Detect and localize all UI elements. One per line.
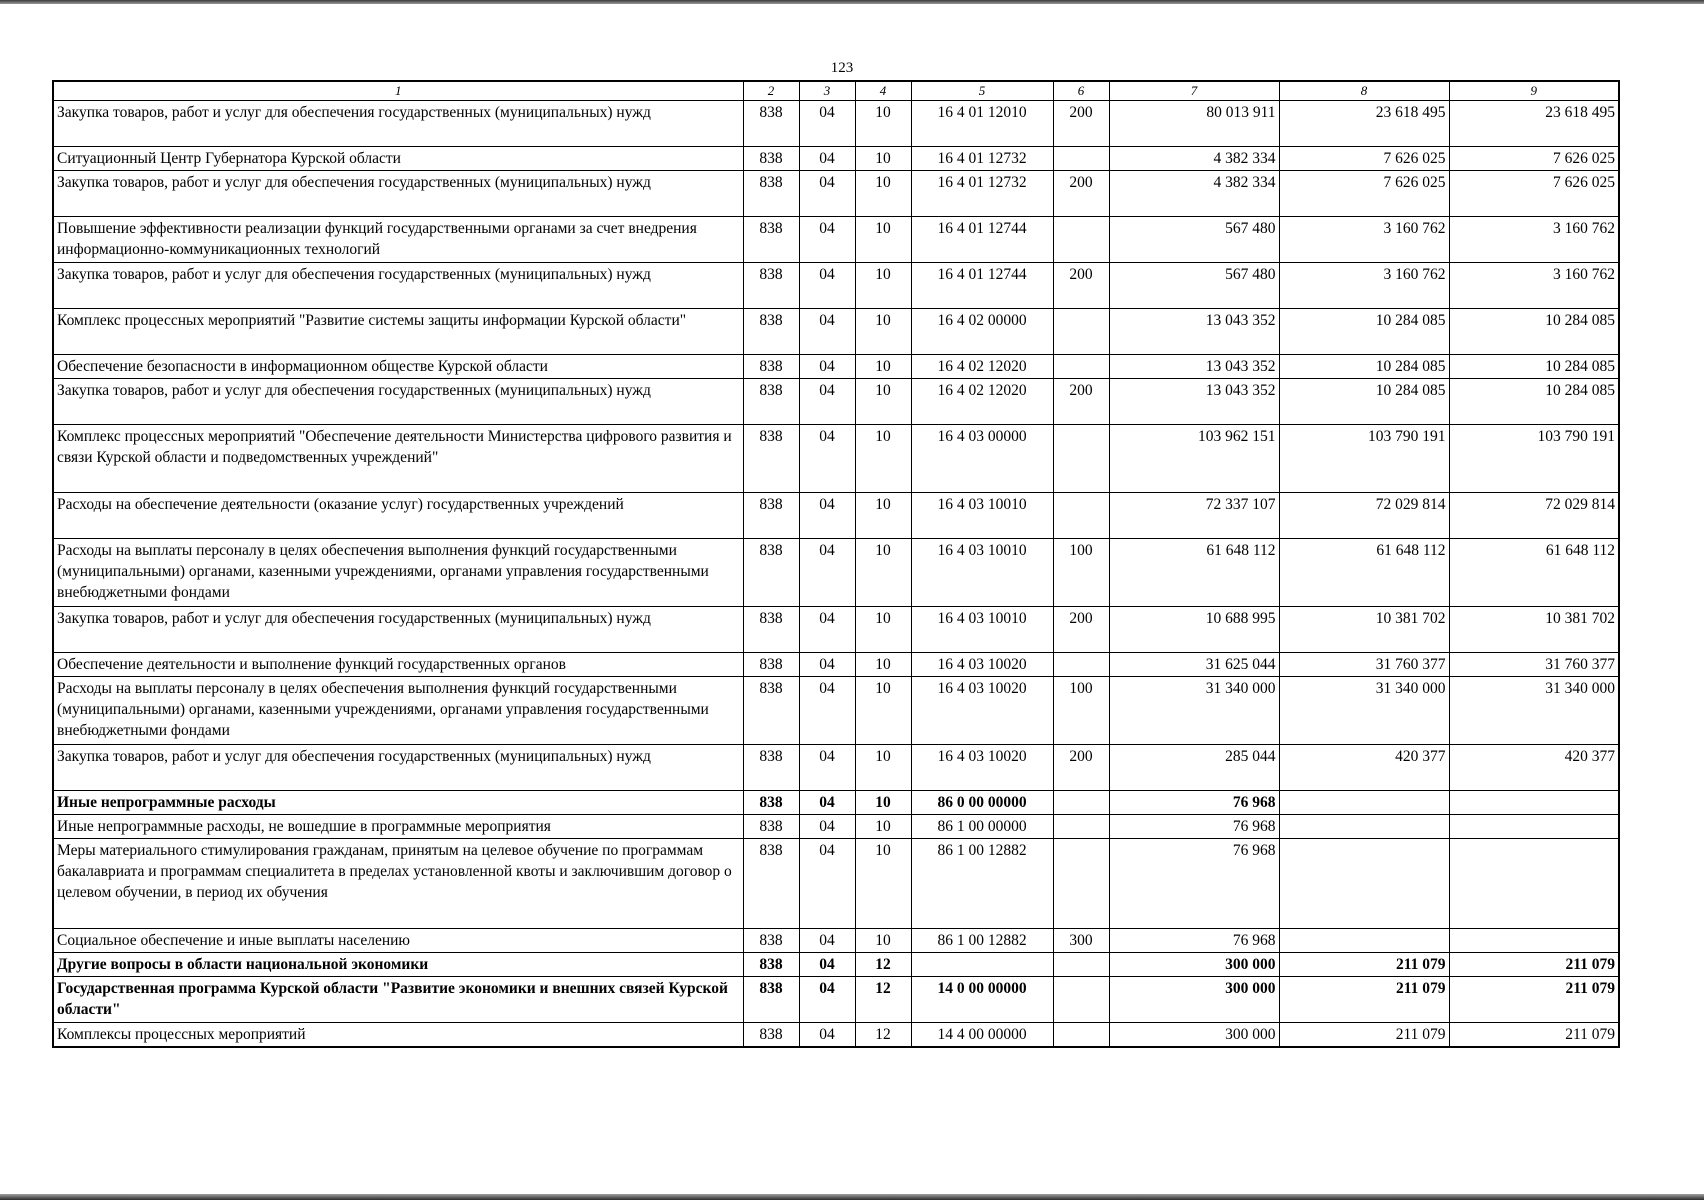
cell-expense-type (1053, 309, 1109, 355)
cell-amount-col7: 31 625 044 (1109, 653, 1279, 677)
column-header: 7 (1109, 81, 1279, 101)
cell-section-code: 04 (799, 815, 855, 839)
cell-amount-col9: 211 079 (1449, 953, 1619, 977)
cell-section-code: 04 (799, 425, 855, 493)
cell-amount-col7: 76 968 (1109, 791, 1279, 815)
cell-amount-col7: 76 968 (1109, 839, 1279, 929)
row-description: Закупка товаров, работ и услуг для обеспечения государственных (муниципальных) нужд (53, 263, 743, 309)
cell-amount-col9 (1449, 791, 1619, 815)
cell-subsection-code: 10 (855, 677, 911, 745)
scan-border-bottom (0, 1194, 1704, 1200)
cell-amount-col7: 76 968 (1109, 929, 1279, 953)
table-body (53, 81, 1619, 1047)
cell-subsection-code: 10 (855, 493, 911, 539)
cell-section-code: 04 (799, 929, 855, 953)
row-description: Обеспечение безопасности в информационном обществе Курской области (53, 355, 743, 379)
cell-target-article: 16 4 03 10020 (911, 745, 1053, 791)
cell-ministry-code: 838 (743, 953, 799, 977)
cell-amount-col8: 10 284 085 (1279, 379, 1449, 425)
cell-expense-type (1053, 953, 1109, 977)
table-row (53, 379, 1619, 425)
cell-subsection-code: 12 (855, 1023, 911, 1048)
cell-amount-col7: 80 013 911 (1109, 101, 1279, 147)
cell-subsection-code: 10 (855, 539, 911, 607)
cell-expense-type (1053, 791, 1109, 815)
page-number: 123 (830, 60, 854, 76)
row-description: Иные непрограммные расходы (53, 791, 743, 815)
column-header: 2 (743, 81, 799, 101)
cell-section-code: 04 (799, 977, 855, 1023)
cell-amount-col8: 7 626 025 (1279, 171, 1449, 217)
cell-amount-col7: 13 043 352 (1109, 309, 1279, 355)
cell-subsection-code: 10 (855, 263, 911, 309)
cell-expense-type (1053, 355, 1109, 379)
cell-amount-col8: 211 079 (1279, 1023, 1449, 1048)
cell-ministry-code: 838 (743, 653, 799, 677)
cell-target-article: 14 4 00 00000 (911, 1023, 1053, 1048)
table-row (53, 1023, 1619, 1048)
cell-ministry-code: 838 (743, 171, 799, 217)
cell-ministry-code: 838 (743, 977, 799, 1023)
row-description: Закупка товаров, работ и услуг для обеспечения государственных (муниципальных) нужд (53, 101, 743, 147)
cell-amount-col7: 72 337 107 (1109, 493, 1279, 539)
cell-section-code: 04 (799, 355, 855, 379)
row-description: Комплекс процессных мероприятий "Развитие системы защиты информации Курской области" (53, 309, 743, 355)
row-description: Закупка товаров, работ и услуг для обеспечения государственных (муниципальных) нужд (53, 171, 743, 217)
cell-amount-col8: 10 381 702 (1279, 607, 1449, 653)
cell-amount-col9: 31 340 000 (1449, 677, 1619, 745)
cell-amount-col9 (1449, 929, 1619, 953)
row-description: Закупка товаров, работ и услуг для обеспечения государственных (муниципальных) нужд (53, 379, 743, 425)
table-row (53, 953, 1619, 977)
cell-expense-type: 200 (1053, 607, 1109, 653)
cell-target-article: 14 0 00 00000 (911, 977, 1053, 1023)
cell-amount-col9: 211 079 (1449, 1023, 1619, 1048)
cell-amount-col8 (1279, 791, 1449, 815)
table-row (53, 309, 1619, 355)
cell-ministry-code: 838 (743, 217, 799, 263)
cell-expense-type: 100 (1053, 677, 1109, 745)
cell-amount-col8: 211 079 (1279, 953, 1449, 977)
cell-ministry-code: 838 (743, 607, 799, 653)
table-row (53, 263, 1619, 309)
cell-amount-col9: 3 160 762 (1449, 263, 1619, 309)
cell-ministry-code: 838 (743, 309, 799, 355)
cell-subsection-code: 10 (855, 839, 911, 929)
cell-subsection-code: 10 (855, 217, 911, 263)
table-row (53, 929, 1619, 953)
cell-target-article: 16 4 02 12020 (911, 379, 1053, 425)
cell-amount-col8: 31 340 000 (1279, 677, 1449, 745)
cell-amount-col9: 10 284 085 (1449, 379, 1619, 425)
cell-expense-type: 200 (1053, 263, 1109, 309)
cell-ministry-code: 838 (743, 425, 799, 493)
cell-subsection-code: 10 (855, 745, 911, 791)
cell-amount-col8: 211 079 (1279, 977, 1449, 1023)
column-header: 1 (53, 81, 743, 101)
cell-ministry-code: 838 (743, 929, 799, 953)
row-description: Государственная программа Курской области "Развитие экономики и внешних связей Курской области" (53, 977, 743, 1023)
cell-ministry-code: 838 (743, 1023, 799, 1048)
cell-expense-type: 200 (1053, 379, 1109, 425)
column-header-row (53, 81, 1619, 101)
table-row (53, 539, 1619, 607)
table-row (53, 839, 1619, 929)
cell-section-code: 04 (799, 263, 855, 309)
cell-amount-col7: 31 340 000 (1109, 677, 1279, 745)
row-description: Повышение эффективности реализации функций государственными органами за счет внедрения информационно-коммуникационных технологий (53, 217, 743, 263)
cell-target-article (911, 953, 1053, 977)
cell-section-code: 04 (799, 539, 855, 607)
cell-expense-type: 200 (1053, 745, 1109, 791)
cell-target-article: 86 0 00 00000 (911, 791, 1053, 815)
cell-section-code: 04 (799, 101, 855, 147)
budget-table (52, 80, 1620, 1048)
cell-expense-type (1053, 815, 1109, 839)
cell-section-code: 04 (799, 147, 855, 171)
cell-amount-col9: 23 618 495 (1449, 101, 1619, 147)
cell-subsection-code: 10 (855, 147, 911, 171)
cell-target-article: 86 1 00 12882 (911, 929, 1053, 953)
table-row (53, 217, 1619, 263)
cell-amount-col8: 103 790 191 (1279, 425, 1449, 493)
cell-subsection-code: 10 (855, 309, 911, 355)
cell-expense-type: 200 (1053, 171, 1109, 217)
cell-expense-type (1053, 1023, 1109, 1048)
cell-amount-col9: 103 790 191 (1449, 425, 1619, 493)
row-description: Обеспечение деятельности и выполнение функций государственных органов (53, 653, 743, 677)
cell-amount-col8 (1279, 815, 1449, 839)
cell-subsection-code: 10 (855, 815, 911, 839)
cell-target-article: 16 4 03 10010 (911, 493, 1053, 539)
cell-section-code: 04 (799, 171, 855, 217)
cell-expense-type (1053, 425, 1109, 493)
cell-section-code: 04 (799, 677, 855, 745)
cell-expense-type (1053, 653, 1109, 677)
column-header: 6 (1053, 81, 1109, 101)
cell-amount-col8: 10 284 085 (1279, 309, 1449, 355)
table-row (53, 791, 1619, 815)
cell-amount-col7: 285 044 (1109, 745, 1279, 791)
cell-expense-type (1053, 147, 1109, 171)
cell-target-article: 16 4 01 12732 (911, 171, 1053, 217)
table-row (53, 425, 1619, 493)
cell-amount-col9: 31 760 377 (1449, 653, 1619, 677)
cell-section-code: 04 (799, 217, 855, 263)
cell-subsection-code: 10 (855, 425, 911, 493)
column-header: 4 (855, 81, 911, 101)
cell-ministry-code: 838 (743, 379, 799, 425)
cell-expense-type: 300 (1053, 929, 1109, 953)
cell-target-article: 16 4 02 00000 (911, 309, 1053, 355)
cell-amount-col9: 61 648 112 (1449, 539, 1619, 607)
cell-section-code: 04 (799, 493, 855, 539)
cell-ministry-code: 838 (743, 493, 799, 539)
cell-ministry-code: 838 (743, 677, 799, 745)
cell-amount-col7: 300 000 (1109, 1023, 1279, 1048)
cell-subsection-code: 10 (855, 171, 911, 217)
cell-ministry-code: 838 (743, 101, 799, 147)
cell-amount-col8: 7 626 025 (1279, 147, 1449, 171)
cell-subsection-code: 10 (855, 101, 911, 147)
row-description: Социальное обеспечение и иные выплаты населению (53, 929, 743, 953)
cell-amount-col9: 7 626 025 (1449, 171, 1619, 217)
cell-amount-col9: 211 079 (1449, 977, 1619, 1023)
table-row (53, 355, 1619, 379)
row-description: Комплекс процессных мероприятий "Обеспечение деятельности Министерства цифрового развития и связи Курской области и подведомственных учреждений" (53, 425, 743, 493)
cell-target-article: 16 4 03 00000 (911, 425, 1053, 493)
cell-target-article: 16 4 01 12010 (911, 101, 1053, 147)
cell-ministry-code: 838 (743, 539, 799, 607)
cell-ministry-code: 838 (743, 839, 799, 929)
cell-ministry-code: 838 (743, 147, 799, 171)
cell-amount-col7: 13 043 352 (1109, 379, 1279, 425)
table-row (53, 147, 1619, 171)
cell-amount-col7: 61 648 112 (1109, 539, 1279, 607)
cell-amount-col9: 10 381 702 (1449, 607, 1619, 653)
cell-amount-col8: 61 648 112 (1279, 539, 1449, 607)
cell-target-article: 16 4 03 10010 (911, 607, 1053, 653)
cell-amount-col8: 3 160 762 (1279, 217, 1449, 263)
cell-amount-col8 (1279, 929, 1449, 953)
table-row (53, 977, 1619, 1023)
cell-amount-col8 (1279, 839, 1449, 929)
cell-subsection-code: 10 (855, 791, 911, 815)
table-row (53, 171, 1619, 217)
cell-target-article: 16 4 01 12744 (911, 263, 1053, 309)
cell-ministry-code: 838 (743, 355, 799, 379)
cell-amount-col8: 72 029 814 (1279, 493, 1449, 539)
column-header: 5 (911, 81, 1053, 101)
cell-target-article: 16 4 01 12744 (911, 217, 1053, 263)
cell-section-code: 04 (799, 953, 855, 977)
cell-target-article: 16 4 03 10020 (911, 677, 1053, 745)
cell-ministry-code: 838 (743, 263, 799, 309)
table-row (53, 677, 1619, 745)
cell-expense-type (1053, 977, 1109, 1023)
cell-amount-col8: 31 760 377 (1279, 653, 1449, 677)
table-row (53, 607, 1619, 653)
cell-subsection-code: 10 (855, 653, 911, 677)
cell-subsection-code: 10 (855, 607, 911, 653)
cell-section-code: 04 (799, 379, 855, 425)
row-description: Другие вопросы в области национальной экономики (53, 953, 743, 977)
cell-amount-col9: 10 284 085 (1449, 309, 1619, 355)
row-description: Меры материального стимулирования гражданам, принятым на целевое обучение по программам бакалавриата и программам специалитета в пределах установленной квоты и заключившим договор о целевом обучении, в период их обучения (53, 839, 743, 929)
cell-expense-type (1053, 217, 1109, 263)
cell-amount-col8: 23 618 495 (1279, 101, 1449, 147)
cell-amount-col9: 10 284 085 (1449, 355, 1619, 379)
table-row (53, 745, 1619, 791)
cell-section-code: 04 (799, 607, 855, 653)
cell-expense-type: 200 (1053, 101, 1109, 147)
cell-amount-col9: 3 160 762 (1449, 217, 1619, 263)
column-header: 9 (1449, 81, 1619, 101)
cell-subsection-code: 10 (855, 929, 911, 953)
cell-amount-col8: 10 284 085 (1279, 355, 1449, 379)
cell-subsection-code: 10 (855, 355, 911, 379)
row-description: Ситуационный Центр Губернатора Курской области (53, 147, 743, 171)
cell-ministry-code: 838 (743, 815, 799, 839)
cell-section-code: 04 (799, 745, 855, 791)
column-header: 3 (799, 81, 855, 101)
cell-amount-col7: 103 962 151 (1109, 425, 1279, 493)
cell-amount-col9 (1449, 839, 1619, 929)
cell-section-code: 04 (799, 791, 855, 815)
cell-amount-col7: 4 382 334 (1109, 171, 1279, 217)
table-row (53, 653, 1619, 677)
cell-target-article: 16 4 03 10020 (911, 653, 1053, 677)
row-description: Закупка товаров, работ и услуг для обеспечения государственных (муниципальных) нужд (53, 745, 743, 791)
row-description: Комплексы процессных мероприятий (53, 1023, 743, 1048)
cell-subsection-code: 12 (855, 977, 911, 1023)
cell-amount-col7: 300 000 (1109, 953, 1279, 977)
cell-amount-col9 (1449, 815, 1619, 839)
row-description: Закупка товаров, работ и услуг для обеспечения государственных (муниципальных) нужд (53, 607, 743, 653)
cell-subsection-code: 10 (855, 379, 911, 425)
cell-amount-col7: 300 000 (1109, 977, 1279, 1023)
cell-amount-col8: 3 160 762 (1279, 263, 1449, 309)
cell-amount-col7: 10 688 995 (1109, 607, 1279, 653)
cell-ministry-code: 838 (743, 791, 799, 815)
cell-amount-col7: 567 480 (1109, 217, 1279, 263)
cell-amount-col9: 7 626 025 (1449, 147, 1619, 171)
column-header: 8 (1279, 81, 1449, 101)
cell-amount-col9: 420 377 (1449, 745, 1619, 791)
cell-subsection-code: 12 (855, 953, 911, 977)
cell-amount-col7: 76 968 (1109, 815, 1279, 839)
scan-border-top (0, 0, 1704, 4)
cell-target-article: 16 4 01 12732 (911, 147, 1053, 171)
table-row (53, 493, 1619, 539)
cell-amount-col9: 72 029 814 (1449, 493, 1619, 539)
cell-expense-type (1053, 493, 1109, 539)
cell-section-code: 04 (799, 839, 855, 929)
cell-amount-col7: 4 382 334 (1109, 147, 1279, 171)
cell-section-code: 04 (799, 309, 855, 355)
cell-target-article: 16 4 03 10010 (911, 539, 1053, 607)
cell-ministry-code: 838 (743, 745, 799, 791)
row-description: Иные непрограммные расходы, не вошедшие в программные мероприятия (53, 815, 743, 839)
cell-expense-type (1053, 839, 1109, 929)
cell-section-code: 04 (799, 1023, 855, 1048)
cell-expense-type: 100 (1053, 539, 1109, 607)
row-description: Расходы на выплаты персоналу в целях обеспечения выполнения функций государственными (муниципальными) органами, казенными учреждениями, органами управления государственными внебюджетными фондами (53, 539, 743, 607)
cell-target-article: 86 1 00 12882 (911, 839, 1053, 929)
row-description: Расходы на выплаты персоналу в целях обеспечения выполнения функций государственными (муниципальными) органами, казенными учреждениями, органами управления государственными внебюджетными фондами (53, 677, 743, 745)
table-row (53, 815, 1619, 839)
cell-target-article: 86 1 00 00000 (911, 815, 1053, 839)
table-row (53, 101, 1619, 147)
cell-target-article: 16 4 02 12020 (911, 355, 1053, 379)
cell-amount-col7: 567 480 (1109, 263, 1279, 309)
cell-section-code: 04 (799, 653, 855, 677)
cell-amount-col7: 13 043 352 (1109, 355, 1279, 379)
row-description: Расходы на обеспечение деятельности (оказание услуг) государственных учреждений (53, 493, 743, 539)
cell-amount-col8: 420 377 (1279, 745, 1449, 791)
